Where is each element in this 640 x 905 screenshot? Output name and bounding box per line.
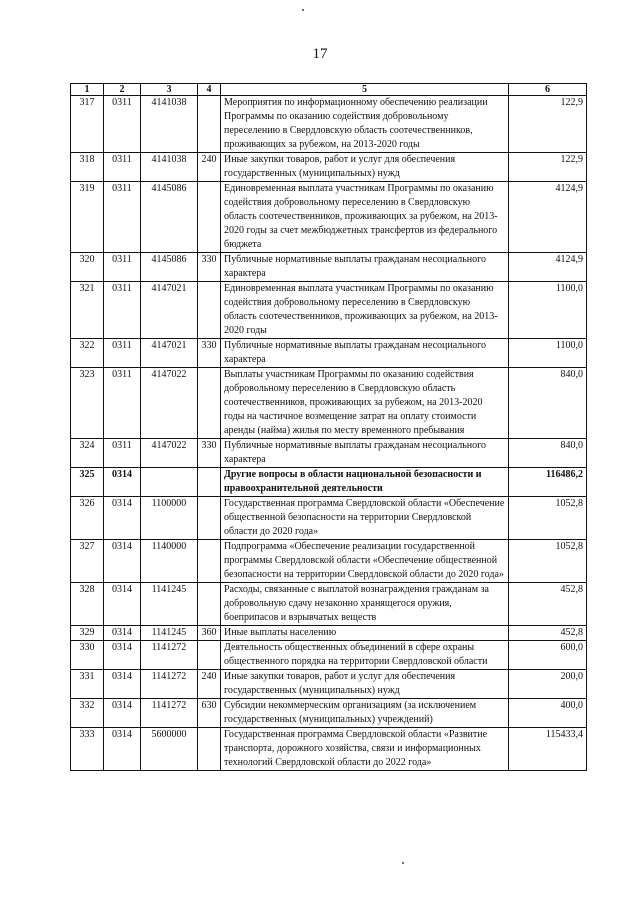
section-code: 0314: [104, 641, 141, 670]
expense-type-code: [198, 540, 221, 583]
scan-speck: [402, 862, 404, 864]
row-number: 324: [71, 439, 104, 468]
article-code: 4141038: [141, 96, 198, 153]
row-number: 320: [71, 253, 104, 282]
item-name: Государственная программа Свердловской области «Обеспечение общественной безопасности на территории Свердловской области до 2020 года»: [221, 497, 509, 540]
amount: 4124,9: [509, 182, 587, 253]
article-code: 1141272: [141, 699, 198, 728]
amount: 116486,2: [509, 468, 587, 497]
expense-type-code: 360: [198, 626, 221, 641]
header-col-5: 5: [221, 84, 509, 96]
item-name: Иные выплаты населению: [221, 626, 509, 641]
table-row: [71, 626, 587, 641]
amount: 1100,0: [509, 339, 587, 368]
amount: 600,0: [509, 641, 587, 670]
header-col-1: 1: [71, 84, 104, 96]
table-row: [71, 497, 587, 540]
article-code: 4147021: [141, 282, 198, 339]
table-row: [71, 540, 587, 583]
article-code: 1141272: [141, 641, 198, 670]
amount: 115433,4: [509, 728, 587, 771]
table-row: [71, 96, 587, 153]
amount: 122,9: [509, 96, 587, 153]
header-row: [71, 84, 587, 96]
article-code: 4147022: [141, 368, 198, 439]
table-row: [71, 468, 587, 497]
expense-type-code: [198, 282, 221, 339]
table-row: [71, 153, 587, 182]
table-row: [71, 728, 587, 771]
item-name: Выплаты участникам Программы по оказанию содействия добровольному переселению в Свердловскую область соотечественников, проживающих за рубежом, на 2013-2020 годы на частичное возмещение затрат на оплату стоимости аренды (найма) жилья по месту временного пребывания: [221, 368, 509, 439]
item-name: Подпрограмма «Обеспечение реализации государственной программы Свердловской области «Обеспечение общественной безопасности на территории Свердловской области до 2020 года»: [221, 540, 509, 583]
article-code: 1141245: [141, 626, 198, 641]
table-row: [71, 339, 587, 368]
article-code: 4145086: [141, 253, 198, 282]
amount: 400,0: [509, 699, 587, 728]
row-number: 328: [71, 583, 104, 626]
section-code: 0311: [104, 368, 141, 439]
article-code: 1100000: [141, 497, 198, 540]
amount: 200,0: [509, 670, 587, 699]
amount: 1052,8: [509, 540, 587, 583]
section-code: 0314: [104, 626, 141, 641]
expense-type-code: [198, 497, 221, 540]
table-row: [71, 670, 587, 699]
table-row: [71, 182, 587, 253]
section-code: 0314: [104, 699, 141, 728]
article-code: 1140000: [141, 540, 198, 583]
expense-type-code: 330: [198, 339, 221, 368]
table-row: [71, 439, 587, 468]
amount: 1052,8: [509, 497, 587, 540]
row-number: 321: [71, 282, 104, 339]
section-code: 0314: [104, 670, 141, 699]
row-number: 319: [71, 182, 104, 253]
row-number: 318: [71, 153, 104, 182]
item-name: Иные закупки товаров, работ и услуг для обеспечения государственных (муниципальных) нужд: [221, 153, 509, 182]
item-name: Субсидии некоммерческим организациям (за исключением государственных (муниципальных) учреждений): [221, 699, 509, 728]
table-row: [71, 583, 587, 626]
item-name: Государственная программа Свердловской области «Развитие транспорта, дорожного хозяйства, связи и информационных технологий Свердловской области до 2022 года»: [221, 728, 509, 771]
section-code: 0311: [104, 253, 141, 282]
expense-type-code: [198, 641, 221, 670]
scan-speck: [302, 9, 304, 11]
header-col-4: 4: [198, 84, 221, 96]
expense-type-code: [198, 728, 221, 771]
page-number: 17: [312, 46, 328, 62]
table-row: [71, 368, 587, 439]
section-code: 0311: [104, 96, 141, 153]
row-number: 317: [71, 96, 104, 153]
article-code: 4145086: [141, 182, 198, 253]
article-code: 4147022: [141, 439, 198, 468]
article-code: 1141245: [141, 583, 198, 626]
section-code: 0311: [104, 339, 141, 368]
budget-table: [70, 83, 587, 771]
header-col-3: 3: [141, 84, 198, 96]
table-body: [71, 96, 587, 771]
item-name: Иные закупки товаров, работ и услуг для обеспечения государственных (муниципальных) нужд: [221, 670, 509, 699]
table-row: [71, 253, 587, 282]
expense-type-code: 240: [198, 153, 221, 182]
section-code: 0311: [104, 439, 141, 468]
item-name: Публичные нормативные выплаты гражданам несоциального характера: [221, 253, 509, 282]
amount: 840,0: [509, 368, 587, 439]
amount: 122,9: [509, 153, 587, 182]
row-number: 333: [71, 728, 104, 771]
section-code: 0314: [104, 497, 141, 540]
section-code: 0311: [104, 182, 141, 253]
expense-type-code: [198, 182, 221, 253]
row-number: 323: [71, 368, 104, 439]
section-code: 0314: [104, 583, 141, 626]
table-row: [71, 699, 587, 728]
item-name: Деятельность общественных объединений в сфере охраны общественного порядка на территории Свердловской области: [221, 641, 509, 670]
section-code: 0314: [104, 728, 141, 771]
row-number: 325: [71, 468, 104, 497]
expense-type-code: 330: [198, 253, 221, 282]
expense-type-code: [198, 96, 221, 153]
item-name: Расходы, связанные с выплатой вознаграждения гражданам за добровольную сдачу незаконно хранящегося оружия, боеприпасов и взрывчатых веществ: [221, 583, 509, 626]
section-code: 0314: [104, 468, 141, 497]
row-number: 322: [71, 339, 104, 368]
expense-type-code: [198, 468, 221, 497]
expense-type-code: 630: [198, 699, 221, 728]
article-code: 4147021: [141, 339, 198, 368]
section-code: 0311: [104, 282, 141, 339]
article-code: 4141038: [141, 153, 198, 182]
article-code: 5600000: [141, 728, 198, 771]
amount: 452,8: [509, 626, 587, 641]
item-name: Публичные нормативные выплаты гражданам несоциального характера: [221, 339, 509, 368]
row-number: 330: [71, 641, 104, 670]
expense-type-code: [198, 583, 221, 626]
article-code: 1141272: [141, 670, 198, 699]
expense-type-code: 330: [198, 439, 221, 468]
row-number: 329: [71, 626, 104, 641]
amount: 840,0: [509, 439, 587, 468]
item-name: Единовременная выплата участникам Программы по оказанию содействия добровольному переселению в Свердловскую область соотечественников, проживающих за рубежом, на 2013-2020 годы: [221, 282, 509, 339]
amount: 4124,9: [509, 253, 587, 282]
row-number: 327: [71, 540, 104, 583]
table-row: [71, 641, 587, 670]
expense-type-code: [198, 368, 221, 439]
row-number: 332: [71, 699, 104, 728]
item-name: Мероприятия по информационному обеспечению реализации Программы по оказанию содействия добровольному переселению в Свердловскую область соотечественников, проживающих за рубежом, на 2013-2020 годы: [221, 96, 509, 153]
header-col-6: 6: [509, 84, 587, 96]
expense-type-code: 240: [198, 670, 221, 699]
header-col-2: 2: [104, 84, 141, 96]
item-name: Единовременная выплата участникам Программы по оказанию содействия добровольному переселению в Свердловскую область соотечественников, проживающих за рубежом, на 2013-2020 годы за счет межбюджетных трансфертов из федерального бюджета: [221, 182, 509, 253]
row-number: 331: [71, 670, 104, 699]
amount: 452,8: [509, 583, 587, 626]
article-code: [141, 468, 198, 497]
amount: 1100,0: [509, 282, 587, 339]
row-number: 326: [71, 497, 104, 540]
item-name: Публичные нормативные выплаты гражданам несоциального характера: [221, 439, 509, 468]
item-name: Другие вопросы в области национальной безопасности и правоохранительной деятельности: [221, 468, 509, 497]
table-row: [71, 282, 587, 339]
section-code: 0314: [104, 540, 141, 583]
section-code: 0311: [104, 153, 141, 182]
